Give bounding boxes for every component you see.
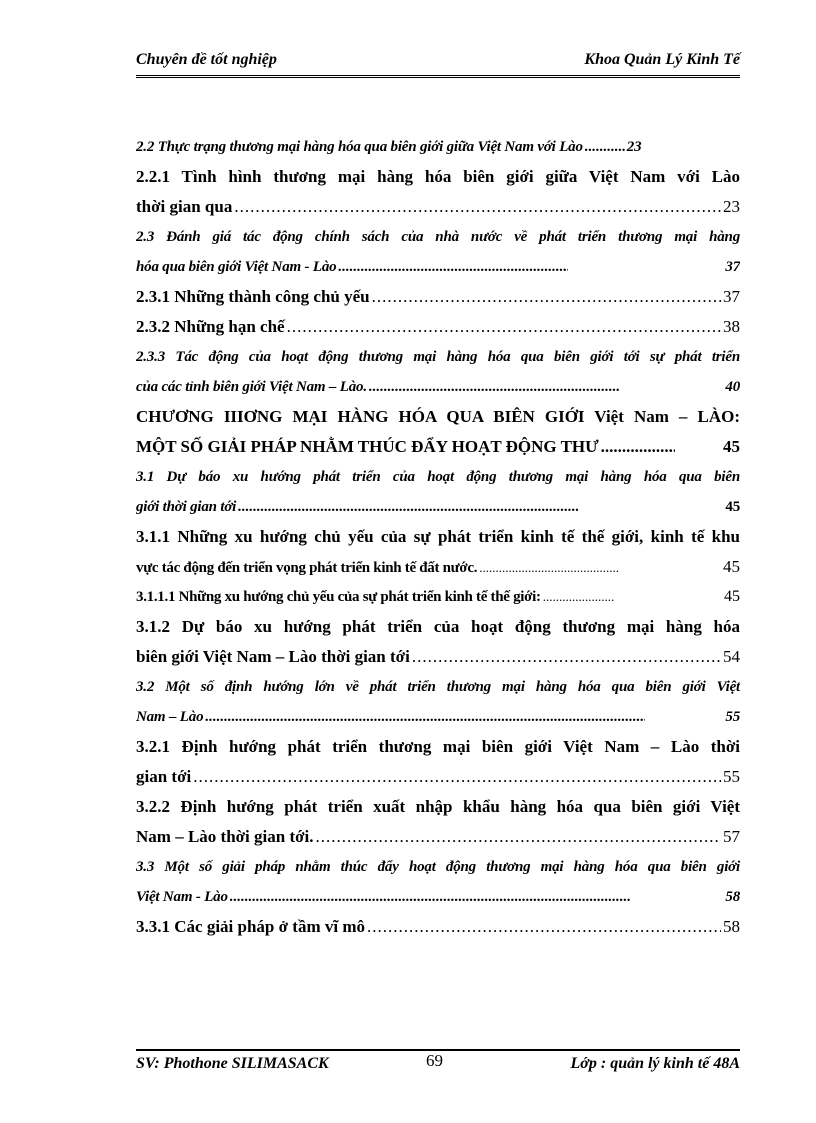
toc-entry-title-cont: của các tỉnh biên giới Việt Nam – Lào. <box>136 379 367 395</box>
toc-page-number: 45 <box>725 499 740 515</box>
toc-leader <box>230 882 630 912</box>
toc-leader <box>205 702 645 732</box>
toc-entry-title: 2.2.1 Tình hình thương mại hàng hóa biên giới giữa Việt Nam với Lào <box>136 167 740 186</box>
toc-entry[interactable] <box>136 912 740 942</box>
toc-entry-title: 3.3.1 Các giải pháp ở tầm vĩ mô <box>136 917 366 936</box>
toc-page-number: 23 <box>626 139 642 155</box>
toc-page-number: 57 <box>723 827 740 846</box>
toc-entry-title-cont: vực tác động đến triển vọng phát triển kinh tế đất nước. <box>136 560 478 576</box>
toc-entry-title: 3.1.1 Những xu hướng chủ yếu của sự phát triển kinh tế thế giới, kinh tế khu <box>136 527 740 546</box>
toc-entry-title: 3.2.2 Định hướng phát triển xuất nhập khẩu hàng hóa qua biên giới Việt <box>136 797 740 816</box>
toc-entry-title-cont: hóa qua biên giới Việt Nam - Lào <box>136 259 337 275</box>
footer-page-number: 69 <box>426 1051 443 1070</box>
toc-entry[interactable] <box>136 732 740 792</box>
toc-entry-title: 2.3 Đánh giá tác động chính sách của nhà nước về phát triển thương mại hàng <box>136 229 740 245</box>
toc-page-number: 38 <box>723 317 740 336</box>
toc-entry-title-cont: giới thời gian tới <box>136 499 237 515</box>
header-document-title: Chuyên đề tốt nghiệp <box>136 51 277 68</box>
toc-leader <box>369 372 619 402</box>
toc-entry-title: 3.3 Một số giải pháp nhằm thúc đẩy hoạt động thương mại hàng hóa qua biên giới <box>136 859 740 875</box>
toc-leader <box>238 492 578 522</box>
toc-page-number: 55 <box>723 767 740 786</box>
toc-entry[interactable] <box>136 612 740 672</box>
toc-page-number: 37 <box>723 287 740 306</box>
toc-entry-title: 2.3.1 Những thành công chủ yếu <box>136 287 370 306</box>
toc-entry-title-cont: MỘT SỐ GIẢI PHÁP NHẰM THÚC ĐẨY HOẠT ĐỘNG THƯ <box>136 437 599 456</box>
toc-entry[interactable] <box>136 672 740 732</box>
toc-entry[interactable] <box>136 852 740 912</box>
toc-page-number: 23 <box>723 197 740 216</box>
toc-leader <box>338 252 568 282</box>
toc-leader <box>316 822 721 852</box>
toc-entry-title-cont: thời gian qua <box>136 197 233 216</box>
toc-entry-title: CHƯƠNG IIIƠNG MẠI HÀNG HÓA QUA BIÊN GIỚI Việt Nam – LÀO: <box>136 407 740 426</box>
table-of-contents <box>136 132 740 942</box>
toc-entry-title: 2.3.2 Những hạn chế <box>136 317 285 336</box>
toc-entry[interactable] <box>136 132 740 162</box>
toc-entry-title: 2.3.3 Tác động của hoạt động thương mại hàng hóa qua biên giới tới sự phát triển <box>136 349 740 365</box>
toc-entry[interactable] <box>136 522 740 582</box>
toc-entry[interactable] <box>136 222 740 282</box>
toc-leader <box>601 432 675 462</box>
toc-leader <box>543 582 615 612</box>
toc-leader <box>234 192 721 222</box>
toc-entry-title: 2.2 Thực trạng thương mại hàng hóa qua biên giới giữa Việt Nam với Lào <box>136 139 583 155</box>
toc-entry-title-cont: gian tới <box>136 767 192 786</box>
toc-entry-title-cont: Việt Nam - Lào <box>136 889 228 905</box>
toc-page-number: 45 <box>724 588 740 605</box>
toc-entry-title-cont: Nam – Lào thời gian tới. <box>136 827 314 846</box>
toc-leader <box>585 132 625 162</box>
toc-leader <box>193 762 721 792</box>
header-faculty: Khoa Quản Lý Kinh Tế <box>584 51 740 68</box>
footer-class: Lớp : quản lý kinh tế 48A <box>570 1055 740 1072</box>
toc-page-number: 40 <box>725 379 740 395</box>
toc-page-number: 55 <box>725 709 740 725</box>
toc-entry-title: 3.1 Dự báo xu hướng phát triển của hoạt động thương mại hàng hóa qua biên <box>136 469 740 485</box>
toc-entry[interactable] <box>136 282 740 312</box>
toc-entry-title-cont: Nam – Lào <box>136 709 204 725</box>
toc-page-number: 45 <box>723 557 740 576</box>
toc-entry-title: 3.1.2 Dự báo xu hướng phát triển của hoạt động thương mại hàng hóa <box>136 617 740 636</box>
toc-page-number: 58 <box>723 917 740 936</box>
toc-entry[interactable] <box>136 342 740 402</box>
toc-leader <box>372 282 721 312</box>
toc-entry-title: 3.2.1 Định hướng phát triển thương mại biên giới Việt Nam – Lào thời <box>136 737 740 756</box>
toc-entry[interactable] <box>136 402 740 462</box>
footer-student-name: SV: Phothone SILIMASACK <box>136 1055 329 1072</box>
toc-entry[interactable] <box>136 792 740 852</box>
toc-leader <box>367 912 721 942</box>
toc-entry-title: 3.2 Một số định hướng lớn về phát triển thương mại hàng hóa qua biên giới Việt <box>136 679 740 695</box>
toc-page-number: 37 <box>725 259 740 275</box>
toc-entry[interactable] <box>136 462 740 522</box>
toc-entry-title: 3.1.1.1 Những xu hướng chủ yếu của sự phát triển kinh tế thế giới: <box>136 589 541 605</box>
toc-leader <box>412 642 721 672</box>
toc-leader <box>479 553 619 582</box>
toc-entry[interactable] <box>136 312 740 342</box>
toc-page-number: 58 <box>725 889 740 905</box>
toc-entry-title-cont: biên giới Việt Nam – Lào thời gian tới <box>136 647 410 666</box>
toc-entry[interactable] <box>136 162 740 222</box>
toc-entry[interactable] <box>136 582 740 612</box>
toc-page-number: 45 <box>723 437 740 456</box>
toc-leader <box>287 312 721 342</box>
page-header <box>136 47 740 78</box>
page-footer <box>136 1049 740 1077</box>
toc-page-number: 54 <box>723 647 740 666</box>
